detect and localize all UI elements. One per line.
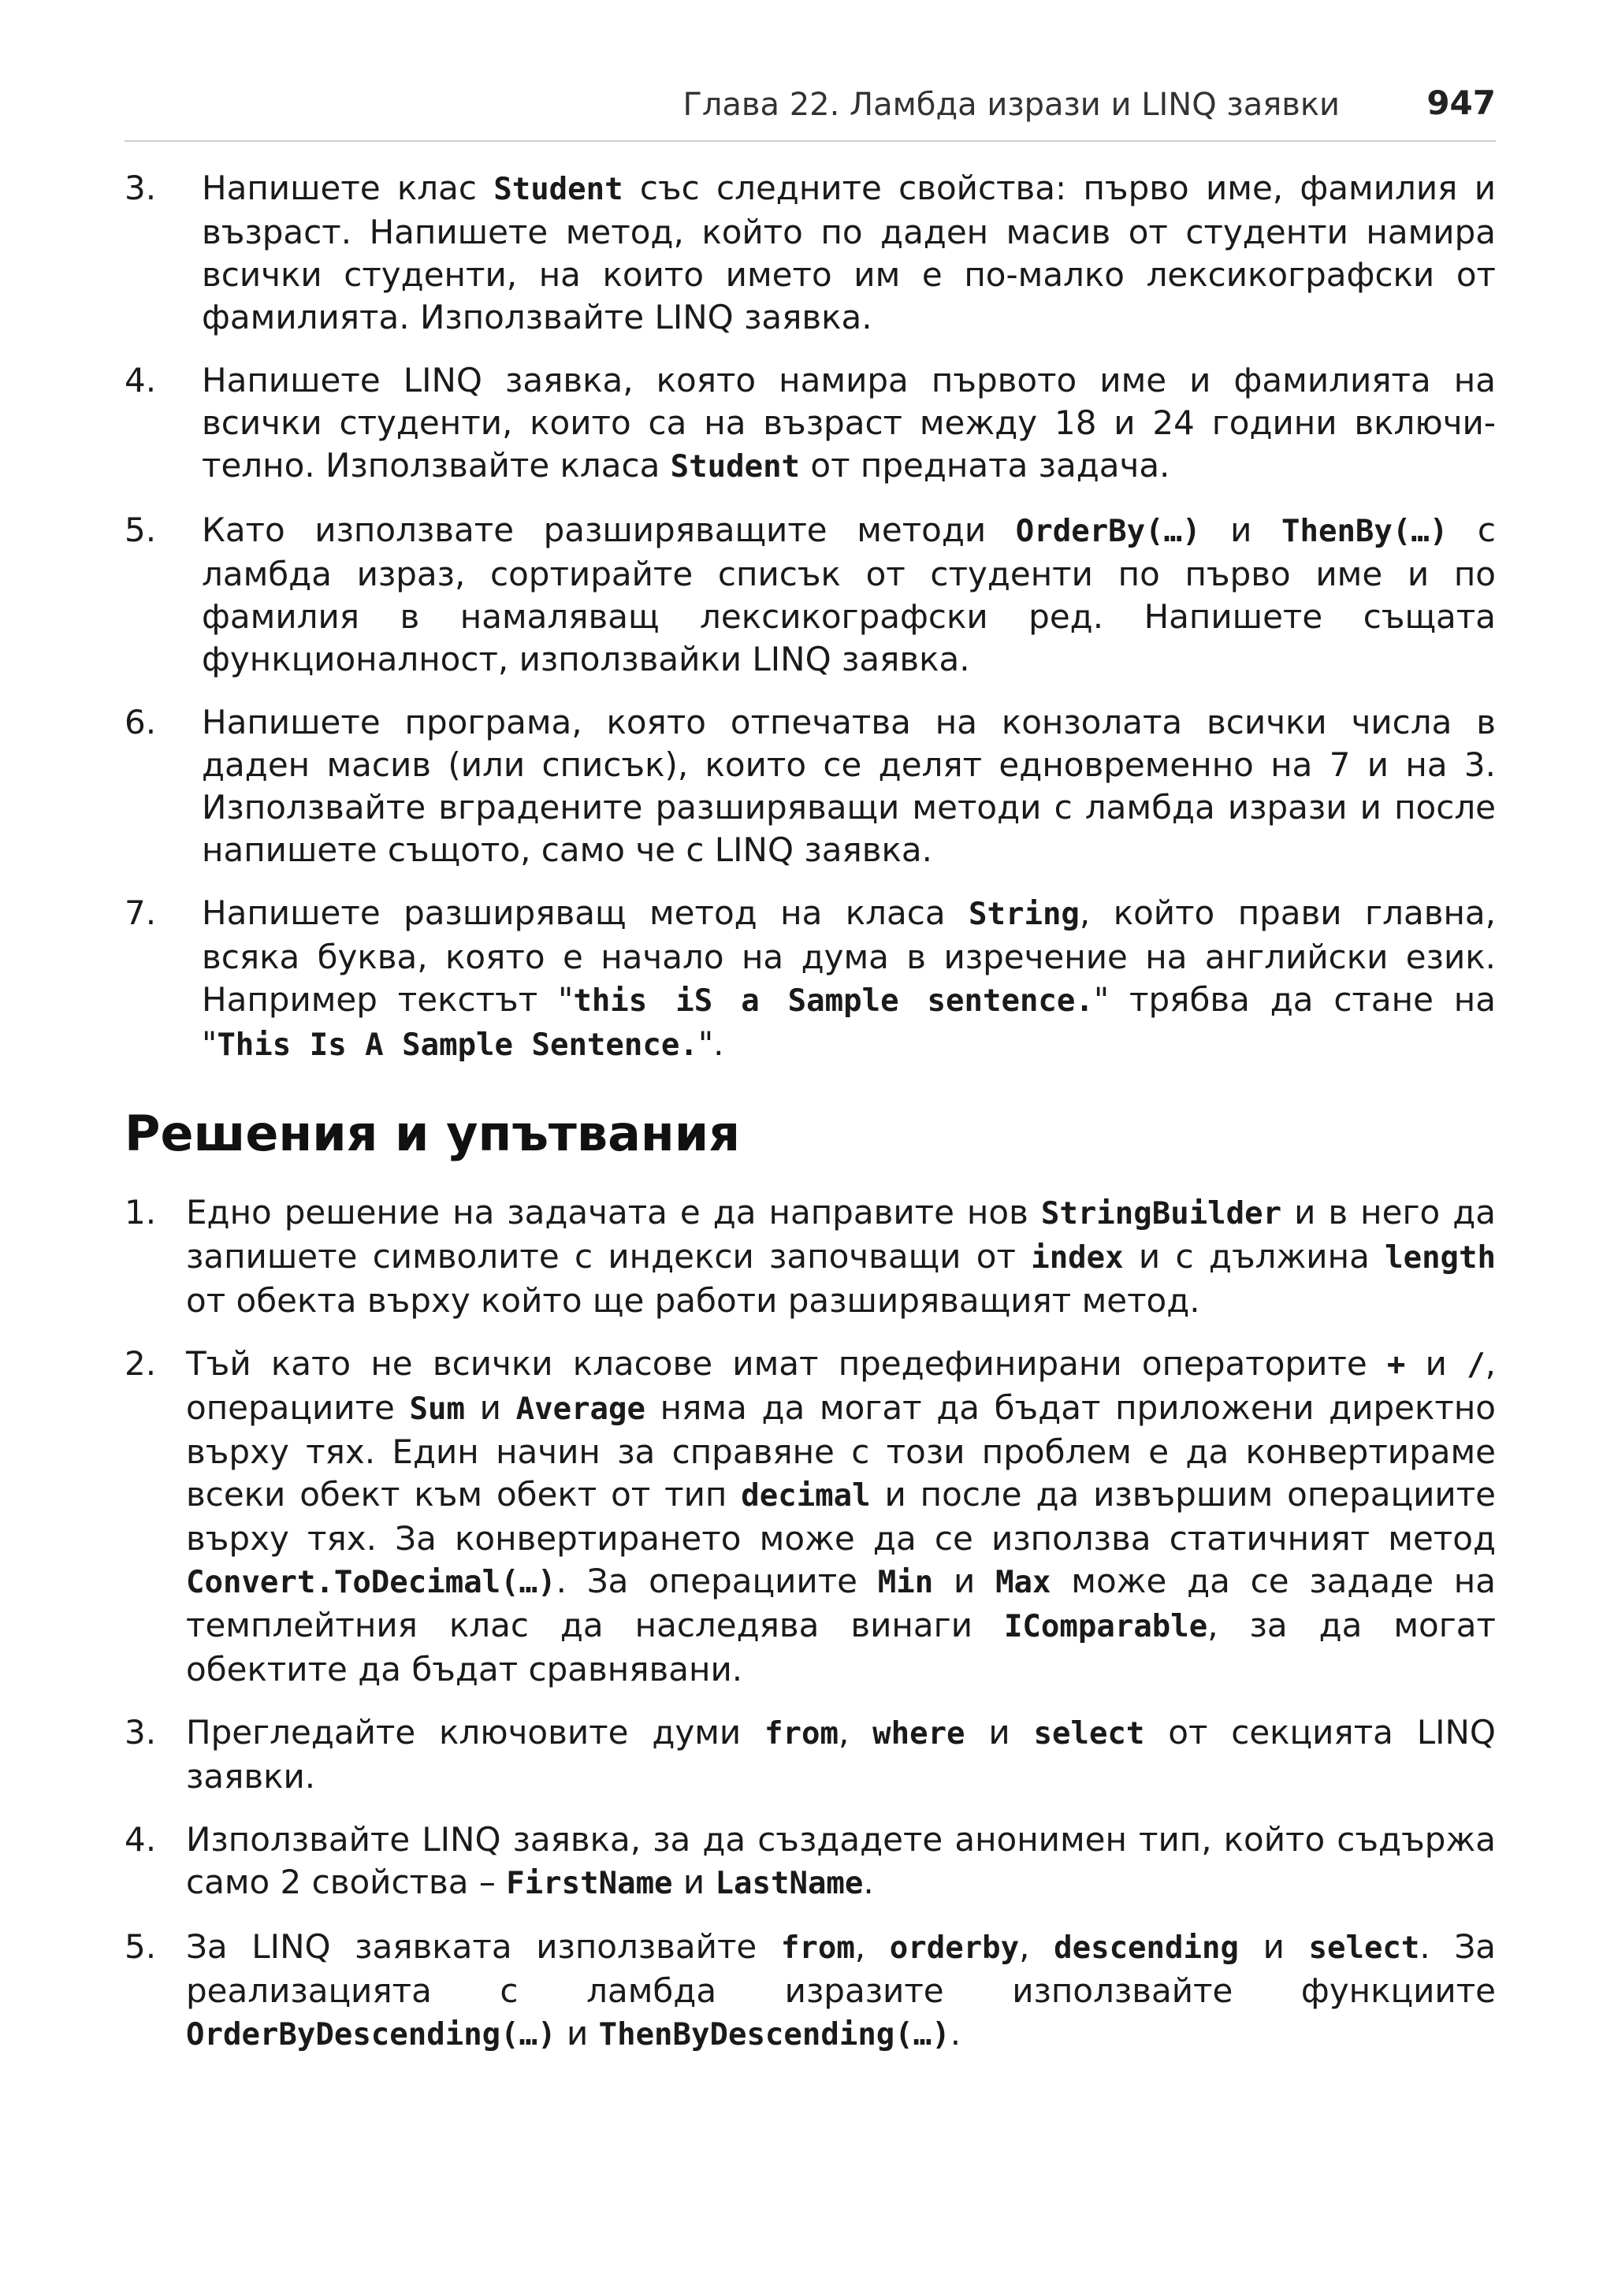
item-text: " трябва да стане на " xyxy=(202,980,1496,1063)
code-term: LastName xyxy=(715,1866,864,1901)
item-text: . xyxy=(950,2014,961,2053)
item-text: Използвайте LINQ заявка, за да създадете анонимен тип, който съдържа само 2 свойства – xyxy=(186,1820,1496,1901)
running-header xyxy=(125,77,1496,142)
item-text: и xyxy=(965,1713,1034,1752)
item-text: , който прави главна, всяка буква, която е начало на дума в изречение на английски език. Например текстът " xyxy=(202,894,1496,1019)
list-item xyxy=(125,167,1496,339)
code-term: Max xyxy=(995,1565,1051,1600)
code-term: ThenByDescending(…) xyxy=(598,2017,950,2053)
code-term: select xyxy=(1308,1930,1420,1966)
exercise-list xyxy=(125,167,1496,1087)
item-text: със следните свойства: първо име, фамилия и възраст. Напишете метод, който по даден масив от студенти намира всички студенти, на които името им е по-малко лексикографски от фамилията. Използвайте LINQ заявка. xyxy=(202,169,1496,336)
code-term: / xyxy=(1467,1347,1486,1383)
item-text: Прегледайте ключовите думи xyxy=(186,1713,765,1752)
code-term: StringBuilder xyxy=(1040,1196,1282,1232)
item-text: от обекта върху който ще работи разширяващият метод. xyxy=(186,1281,1200,1320)
list-item xyxy=(125,359,1496,489)
item-text: Като използвате разширяващите методи xyxy=(202,511,1016,549)
item-number: 3. xyxy=(125,169,157,207)
chapter-title: Глава 22. Ламбда изрази и LINQ заявки xyxy=(682,87,1340,123)
item-text: Напишете клас xyxy=(202,169,494,207)
code-term: from xyxy=(764,1716,839,1752)
code-term: Average xyxy=(515,1391,645,1427)
item-text: и xyxy=(556,2014,599,2053)
item-text: , операциите xyxy=(186,1344,1497,1427)
item-text: , xyxy=(854,1927,890,1966)
list-item xyxy=(125,701,1496,871)
code-term: from xyxy=(780,1930,855,1966)
item-text: и с дължина xyxy=(1123,1237,1385,1276)
code-term: this iS a Sample sentence. xyxy=(573,983,1094,1019)
item-number: 3. xyxy=(125,1713,157,1752)
item-text: и xyxy=(672,1863,716,1901)
code-term: ThenBy(…) xyxy=(1281,514,1449,549)
code-term: Convert.ToDecimal(…) xyxy=(186,1565,556,1600)
item-text: и xyxy=(1238,1927,1309,1966)
code-term: index xyxy=(1031,1240,1124,1276)
code-term: Student xyxy=(670,449,801,485)
item-number: 7. xyxy=(125,894,157,932)
code-term: OrderByDescending(…) xyxy=(186,2017,556,2053)
list-item xyxy=(125,1819,1496,1905)
item-text: няма да могат да бъдат приложени директно върху тях. Един начин за справяне с този проблем е да конвертираме всеки обект към обект от тип xyxy=(186,1388,1497,1514)
item-number: 4. xyxy=(125,1820,157,1859)
item-text: и xyxy=(465,1388,516,1427)
list-item xyxy=(125,1343,1496,1691)
code-term: + xyxy=(1386,1347,1406,1383)
item-text: Едно решение на задачата е да направите нов xyxy=(186,1193,1041,1232)
code-term: This Is A Sample Sentence. xyxy=(217,1027,698,1063)
code-term: decimal xyxy=(741,1478,871,1514)
code-term: descending xyxy=(1054,1930,1239,1966)
item-text: Напишете LINQ заявка, която намира първото име и фамилията на всички студенти, които са на възраст между 18 и 24 години включително. Използвайте класа xyxy=(202,361,1496,485)
item-text: . За операциите xyxy=(556,1562,878,1600)
item-text: от секцията LINQ заявки. xyxy=(186,1713,1496,1796)
item-text: . xyxy=(863,1863,874,1901)
item-number: 4. xyxy=(125,361,157,399)
code-term: Min xyxy=(877,1565,934,1600)
section-heading: Решения и упътвания xyxy=(125,1105,741,1162)
code-term: IComparable xyxy=(1003,1609,1208,1644)
code-term: OrderBy(…) xyxy=(1015,514,1201,549)
item-number: 6. xyxy=(125,703,157,741)
code-term: orderby xyxy=(889,1930,1020,1966)
code-term: length xyxy=(1385,1240,1496,1276)
code-term: where xyxy=(872,1716,965,1752)
item-text: ". xyxy=(697,1024,724,1063)
item-text: , xyxy=(838,1713,873,1752)
item-text: и xyxy=(1405,1344,1467,1383)
item-text: и xyxy=(1200,511,1282,549)
item-text: . За реализацията с ламбда изразите използвайте функциите xyxy=(186,1927,1497,2010)
list-item xyxy=(125,1711,1496,1798)
item-text: Напишете разширяващ метод на класа xyxy=(202,894,969,932)
code-term: select xyxy=(1033,1716,1145,1752)
code-term: String xyxy=(969,897,1080,932)
list-item xyxy=(125,509,1496,681)
code-term: Sum xyxy=(409,1391,465,1427)
list-item xyxy=(125,1191,1496,1322)
item-text: и xyxy=(933,1562,996,1600)
item-text: Тъй като не всички класове имат предефинирани операторите xyxy=(186,1344,1387,1383)
item-text: от предната задача. xyxy=(800,446,1170,485)
item-text: Напишете програма, която отпечатва на конзолата всички числа в даден масив (или списък), които се делят едновременно на 7 и на 3. Използвайте вградените разширяващи методи с ламбда изрази и после напишете същото, само че с LINQ заявка. xyxy=(202,703,1496,869)
list-item xyxy=(125,1926,1496,2056)
item-number: 5. xyxy=(125,1927,157,1966)
item-number: 2. xyxy=(125,1344,157,1383)
item-text: За LINQ заявката използвайте xyxy=(186,1927,781,1966)
item-text: може да се зададе на темплейтния клас да наследява винаги xyxy=(186,1562,1496,1644)
item-text: и в него да запишете символите с индекси започващи от xyxy=(186,1193,1497,1276)
list-item xyxy=(125,892,1496,1067)
code-term: FirstName xyxy=(506,1866,673,1901)
item-number: 5. xyxy=(125,511,157,549)
item-number: 1. xyxy=(125,1193,157,1232)
page-number: 947 xyxy=(1426,84,1496,122)
item-text: , xyxy=(1019,1927,1054,1966)
solutions-list xyxy=(125,1191,1496,2077)
item-text: с ламбда израз, сортирайте списък от студенти по първо име и по фамилия в намаляващ лексикографски ред. Напишете същата функционалност, използвайки LINQ заявка. xyxy=(202,511,1496,678)
code-term: Student xyxy=(493,172,623,207)
item-text: и после да извършим операциите върху тях. За конвертирането може да се използва статичният метод xyxy=(186,1475,1497,1558)
item-text: , за да могат обектите да бъдат сравнявани. xyxy=(186,1606,1496,1689)
